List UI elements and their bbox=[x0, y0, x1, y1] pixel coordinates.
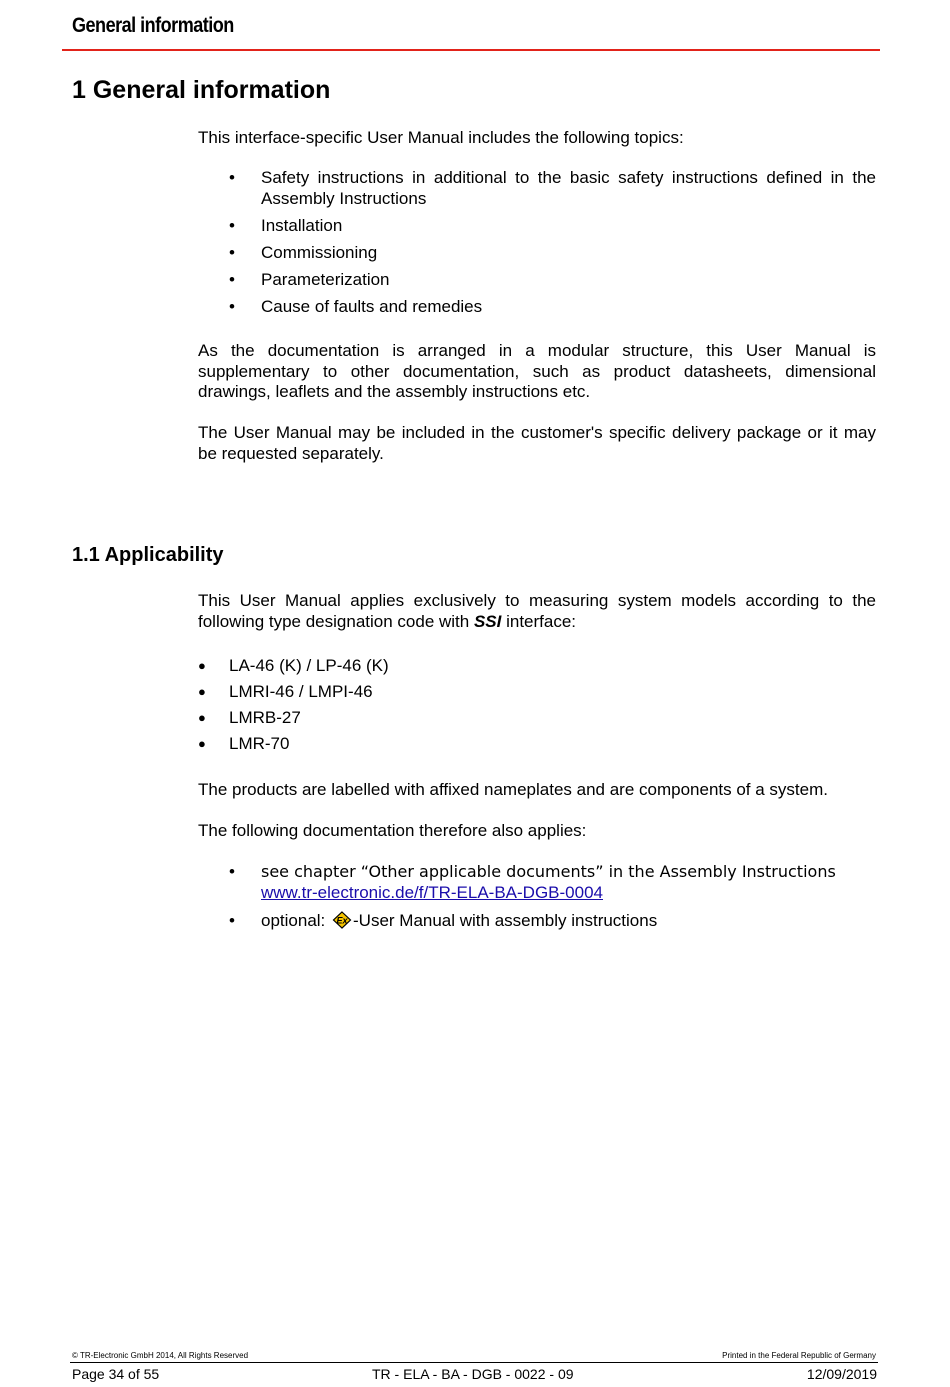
list-item: • Safety instructions in additional to the basic safety instructions defined in the Assembly Instructions bbox=[198, 168, 876, 209]
footer-rule bbox=[70, 1362, 878, 1363]
svg-text:Ex: Ex bbox=[336, 915, 348, 926]
section-heading-applicability: 1.1 Applicability bbox=[72, 544, 224, 566]
modular-structure-paragraph: As the documentation is arranged in a modular structure, this User Manual is supplementary to other documentation, such as product datasheets, dimensional drawings, leaflets and the assembly instructions etc. bbox=[198, 341, 876, 401]
footer-document-id: TR - ELA - BA - DGB - 0022 - 09 bbox=[372, 1366, 574, 1382]
reference-text: see chapter “Other applicable documents” in the Assembly Instructions bbox=[261, 862, 836, 881]
list-item: • Parameterization bbox=[198, 270, 876, 291]
list-item: ● LMRI-46 / LMPI-46 bbox=[198, 682, 876, 703]
list-item bbox=[198, 911, 876, 935]
section-heading-general-information: 1 General information bbox=[72, 76, 331, 104]
models-list bbox=[198, 656, 876, 760]
list-item bbox=[198, 862, 876, 903]
applicability-text-end: interface: bbox=[501, 611, 577, 631]
footer-copyright: © TR-Electronic GmbH 2014, All Rights Reserved bbox=[72, 1351, 249, 1360]
optional-description: -User Manual with assembly instructions bbox=[353, 911, 658, 930]
header-rule bbox=[62, 49, 880, 51]
list-item: • Cause of faults and remedies bbox=[198, 297, 876, 318]
documents-list bbox=[198, 862, 876, 941]
list-item: • Commissioning bbox=[198, 243, 876, 264]
applicability-paragraph bbox=[198, 591, 876, 632]
list-item: ● LA-46 (K) / LP-46 (K) bbox=[198, 656, 876, 677]
running-header: General information bbox=[72, 14, 234, 37]
optional-label: optional: bbox=[261, 911, 330, 930]
assembly-instructions-link[interactable]: www.tr-electronic.de/f/TR-ELA-BA-DGB-0004 bbox=[261, 882, 603, 902]
intro-paragraph: This interface-specific User Manual includes the following topics: bbox=[198, 128, 684, 147]
list-item: • Installation bbox=[198, 216, 876, 237]
topics-list bbox=[198, 168, 876, 324]
ssi-emphasis: SSI bbox=[473, 611, 502, 631]
nameplates-paragraph: The products are labelled with affixed nameplates and are components of a system. bbox=[198, 780, 828, 799]
footer-page-number: Page 34 of 55 bbox=[72, 1366, 160, 1382]
delivery-paragraph: The User Manual may be included in the customer's specific delivery package or it may be requested separately. bbox=[198, 423, 876, 463]
ex-atex-icon bbox=[332, 911, 352, 935]
applicability-text: This User Manual applies exclusively to measuring system models according to the following type designation code with bbox=[198, 591, 876, 631]
documentation-paragraph: The following documentation therefore also applies: bbox=[198, 821, 587, 840]
list-item: ● LMRB-27 bbox=[198, 708, 876, 729]
list-item: ● LMR-70 bbox=[198, 734, 876, 755]
footer-printed: Printed in the Federal Republic of Germany bbox=[722, 1351, 876, 1360]
footer-date: 12/09/2019 bbox=[806, 1366, 877, 1382]
